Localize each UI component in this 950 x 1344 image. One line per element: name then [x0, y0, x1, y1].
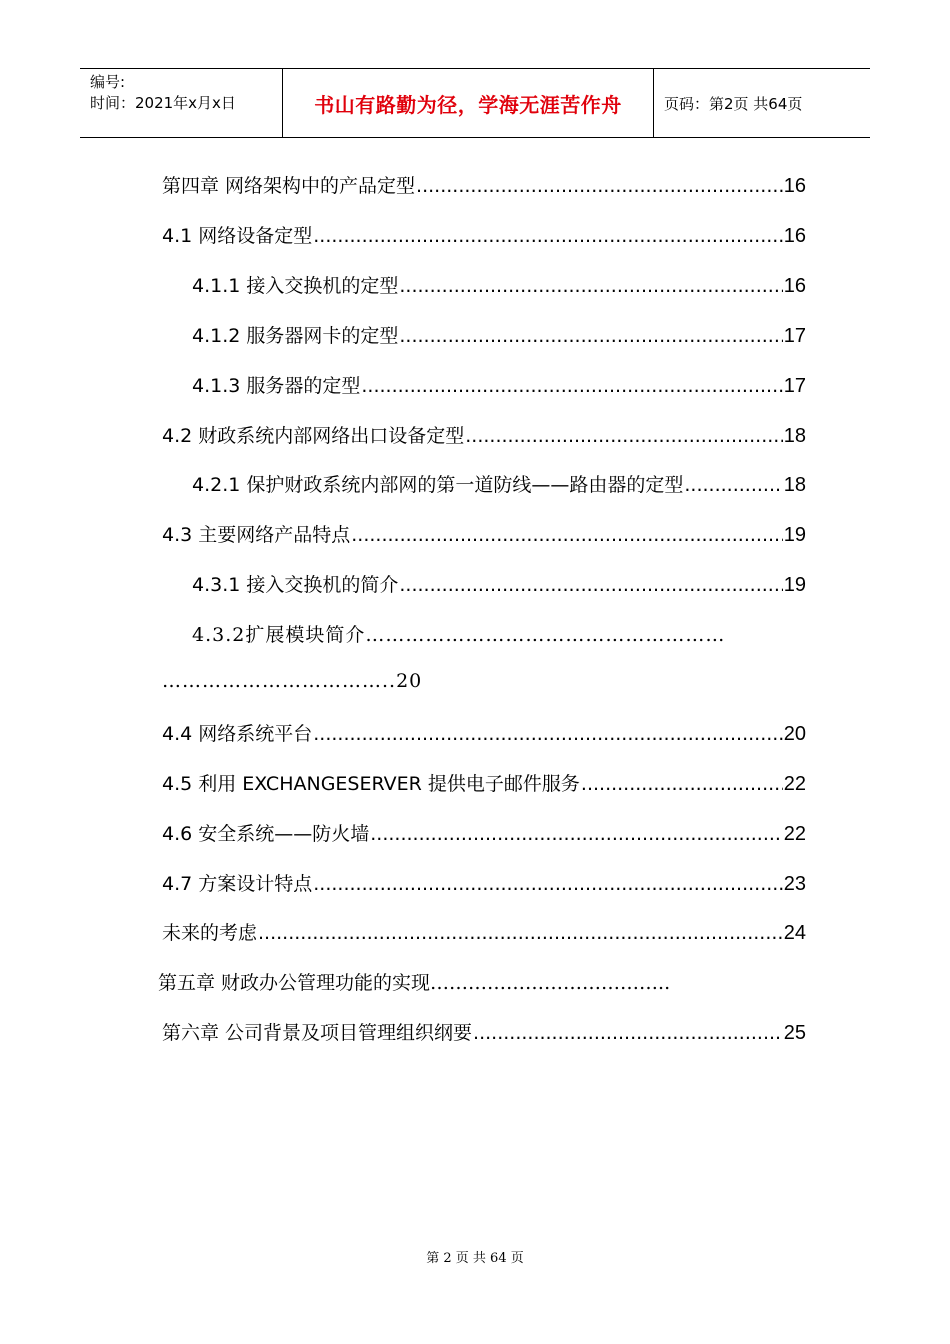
toc-leader-dots [313, 873, 782, 895]
page-footer: 第 2 页 共 64 页 [426, 1251, 524, 1266]
toc-entry-title: 第四章 网络架构中的产品定型 [162, 175, 416, 197]
page-header [80, 68, 870, 138]
toc-leader-dots [465, 425, 782, 447]
toc-entry-title: 4.4 网络系统平台 [162, 723, 313, 745]
toc-entry-title: 4.3.1 接入交换机的简介 [192, 574, 399, 596]
document-number-label: 编号: [90, 73, 126, 91]
toc-entry-continuation [162, 670, 462, 692]
toc-entry[interactable] [158, 968, 818, 995]
toc-leader-dots [473, 1022, 783, 1044]
toc-leader-dots [258, 922, 783, 944]
toc-entry-page: 22 [783, 773, 806, 795]
toc-entry-page: 23 [783, 873, 806, 895]
toc-entry[interactable] [162, 719, 806, 746]
toc-entry[interactable] [162, 869, 806, 896]
toc-leader-dots [399, 275, 782, 297]
toc-entry-title: 4.2 财政系统内部网络出口设备定型 [162, 425, 465, 447]
toc-entry-page: 19 [783, 524, 806, 546]
toc-entry[interactable] [192, 321, 806, 348]
toc-leader-dots [399, 325, 782, 347]
toc-entry-title: 4.6 安全系统——防火墙 [162, 823, 370, 845]
toc-entry-title: 第五章 财政办公管理功能的实现……………………………….. [158, 972, 671, 994]
toc-entry-title: 未来的考虑 [162, 922, 258, 944]
toc-entry-page: 24 [783, 922, 806, 944]
toc-entry[interactable] [192, 570, 806, 597]
toc-entry[interactable] [162, 421, 806, 448]
toc-entry-title: 4.5 利用 EXCHANGESERVER 提供电子邮件服务 [162, 773, 580, 795]
toc-leader-dots [361, 375, 782, 397]
toc-leader-dots [351, 524, 782, 546]
toc-leader-dots [416, 175, 783, 197]
toc-entry-title: 4.1.2 服务器网卡的定型 [192, 325, 399, 347]
document-date: 时间：2021年x月x日 [90, 94, 236, 112]
toc-entry-title: 4.1.3 服务器的定型 [192, 375, 361, 397]
toc-entry-page: 19 [783, 574, 806, 596]
toc-entry-page: 20 [783, 723, 806, 745]
toc-entry-page: 18 [783, 474, 806, 496]
toc-entry[interactable] [162, 171, 806, 198]
toc-leader-dots [313, 723, 782, 745]
toc-leader-dots [581, 773, 783, 795]
toc-leader-dots [370, 823, 782, 845]
header-meta [80, 69, 282, 137]
toc-entry-title: 第六章 公司背景及项目管理组织纲要 [162, 1022, 473, 1044]
toc-entry[interactable] [162, 819, 806, 846]
toc-entry[interactable] [162, 918, 806, 945]
toc-leader-dots [313, 225, 782, 247]
toc-entry-page: 25 [783, 1022, 806, 1044]
toc-entry-page: 22 [783, 823, 806, 845]
header-page-info: 页码：第2页 共64页 [664, 94, 803, 113]
toc-entry[interactable] [192, 470, 806, 497]
toc-entry-page: 18 [783, 425, 806, 447]
toc-entry[interactable] [162, 221, 806, 248]
toc-entry-title: 4.2.1 保护财政系统内部网的第一道防线——路由器的定型 [192, 474, 684, 496]
toc-entry-title: 4.3.2扩展模块简介……………………………………………… [192, 624, 726, 646]
toc-entry-page: 16 [783, 175, 806, 197]
toc-entry-title: 4.3 主要网络产品特点 [162, 524, 351, 546]
toc-entry[interactable] [192, 620, 792, 647]
toc-entry[interactable] [162, 1018, 806, 1045]
toc-entry-page: 17 [783, 375, 806, 397]
toc-entry[interactable] [162, 520, 806, 547]
toc-entry-title: 4.1.1 接入交换机的定型 [192, 275, 399, 297]
toc-entry[interactable] [162, 769, 806, 796]
toc-entry-page: 16 [783, 225, 806, 247]
toc-entry[interactable] [192, 371, 806, 398]
toc-entry-title: 4.1 网络设备定型 [162, 225, 313, 247]
toc-entry-title: 4.7 方案设计特点 [162, 873, 313, 895]
toc-entry[interactable] [192, 271, 806, 298]
header-motto: 书山有路勤为径，学海无涯苦作舟 [282, 69, 654, 137]
toc-entry-page: 17 [783, 325, 806, 347]
toc-leader-dots [399, 574, 782, 596]
toc-entry-page: 16 [783, 275, 806, 297]
toc-leader-dots [684, 474, 782, 496]
toc-entry-title: ……………………………..20 [162, 670, 423, 692]
